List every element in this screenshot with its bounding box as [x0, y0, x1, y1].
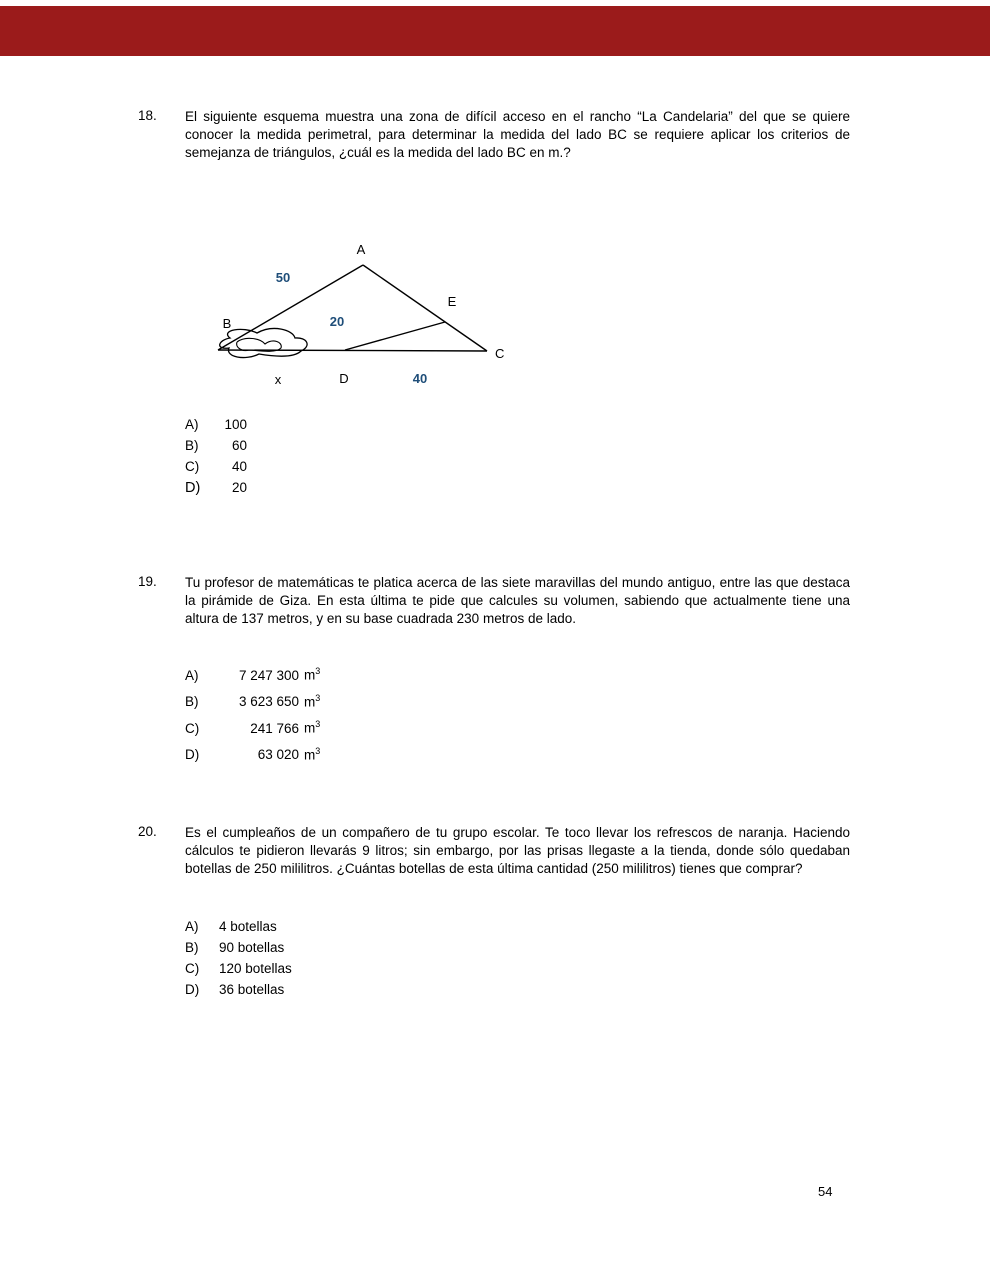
segment-dc-measure: 40: [412, 371, 428, 386]
option-row: [185, 456, 247, 477]
unit-exponent: 3: [315, 666, 321, 676]
edge-ac: [363, 265, 487, 351]
question-number: 18.: [138, 108, 157, 123]
option-letter: A): [185, 667, 199, 683]
option-value: 120 botellas: [219, 961, 292, 976]
option-letter: B): [185, 694, 199, 709]
segment-de-measure: 20: [329, 314, 345, 329]
option-unit: $m^3$: [304, 745, 321, 762]
vertex-a-label: A: [356, 242, 366, 257]
option-value: 3 623 650: [238, 694, 299, 709]
option-row: [185, 916, 292, 937]
unit-exponent: 3: [315, 745, 321, 756]
option-row: [185, 414, 247, 435]
option-letter: C): [185, 459, 200, 474]
option-letter: D): [185, 747, 200, 762]
vertex-e-label: E: [447, 294, 457, 309]
unit-exponent: 3: [315, 719, 321, 729]
vertex-d-label: D: [339, 371, 349, 386]
unit-exponent: 3: [315, 692, 321, 703]
question-18: [138, 108, 850, 162]
vertex-c-label: C: [495, 346, 505, 361]
question-text: Tu profesor de matemáticas te platica acerca de las siete maravillas del mundo antiguo, entre las que destaca la pirámide de Giza. En esta última te pide que calcules su volumen, sabiendo que actualmente tiene una altura de 137 metros, y en su base cuadrada 230 metros de lado.: [185, 575, 850, 626]
option-row: [185, 937, 292, 958]
question-text: Es el cumpleaños de un compañero de tu grupo escolar. Te toco llevar los refrescos de naranja. Haciendo cálculos te pidieron llevarás 9 litros; sin embargo, por las prisas llegaste a la tienda, donde sólo quedaban botellas de 250 mililitros. ¿Cuántas botellas de esta última cantidad (250 mililitros) tienes que comprar?: [185, 825, 850, 876]
question-19-options: [185, 660, 320, 766]
option-letter: C): [185, 720, 200, 736]
option-row: [185, 979, 292, 1000]
option-row: [185, 958, 292, 979]
question-text: El siguiente esquema muestra una zona de difícil acceso en el rancho “La Candelaria” del que se quiere conocer la medida perimetral, para determinar la medida del lado BC se requiere aplicar los criterios de semejanza de triángulos, ¿cuál es la medida del lado BC en m.?: [185, 109, 850, 160]
option-value: 7 247 300: [238, 667, 299, 683]
vertex-b-label: B: [222, 316, 232, 331]
option-value: 90 botellas: [219, 940, 285, 955]
option-letter: A): [185, 919, 199, 934]
question-20-options: [185, 916, 292, 1000]
question-number: 20.: [138, 824, 157, 839]
option-row: [185, 660, 320, 687]
option-unit: $m^3$: [304, 666, 321, 683]
triangle-diagram: [185, 238, 525, 398]
option-letter: B): [185, 940, 199, 955]
scribble-zone-inner: [237, 338, 282, 351]
top-banner: [0, 6, 990, 56]
option-row: [185, 687, 320, 714]
option-value: 241 766: [250, 720, 299, 736]
option-row: [185, 740, 320, 767]
edge-de: [345, 322, 445, 350]
option-unit: $m^3$: [304, 719, 321, 736]
question-20: [138, 824, 850, 878]
segment-bd-measure: x: [274, 372, 282, 387]
option-letter: A): [185, 417, 199, 432]
option-unit: $m^3$: [304, 692, 321, 709]
option-value: 40: [231, 459, 247, 474]
page-number: 54: [818, 1184, 833, 1199]
edge-ab: [218, 265, 363, 350]
question-19: [138, 574, 850, 628]
option-row: [185, 435, 247, 456]
option-value: 36 botellas: [219, 982, 285, 997]
option-letter: D): [185, 982, 200, 997]
question-18-options: [185, 414, 247, 499]
option-value: 20: [231, 480, 247, 495]
option-value: 4 botellas: [219, 919, 277, 934]
option-row: [185, 477, 247, 499]
option-letter: C): [185, 961, 200, 976]
option-letter: B): [185, 438, 199, 453]
option-letter: D): [185, 480, 201, 496]
option-value: 60: [231, 438, 247, 453]
segment-ab-measure: 50: [275, 270, 291, 285]
option-row: [185, 713, 320, 740]
question-number: 19.: [138, 574, 157, 589]
option-value: 100: [224, 417, 247, 432]
option-value: 63 020: [257, 747, 299, 762]
